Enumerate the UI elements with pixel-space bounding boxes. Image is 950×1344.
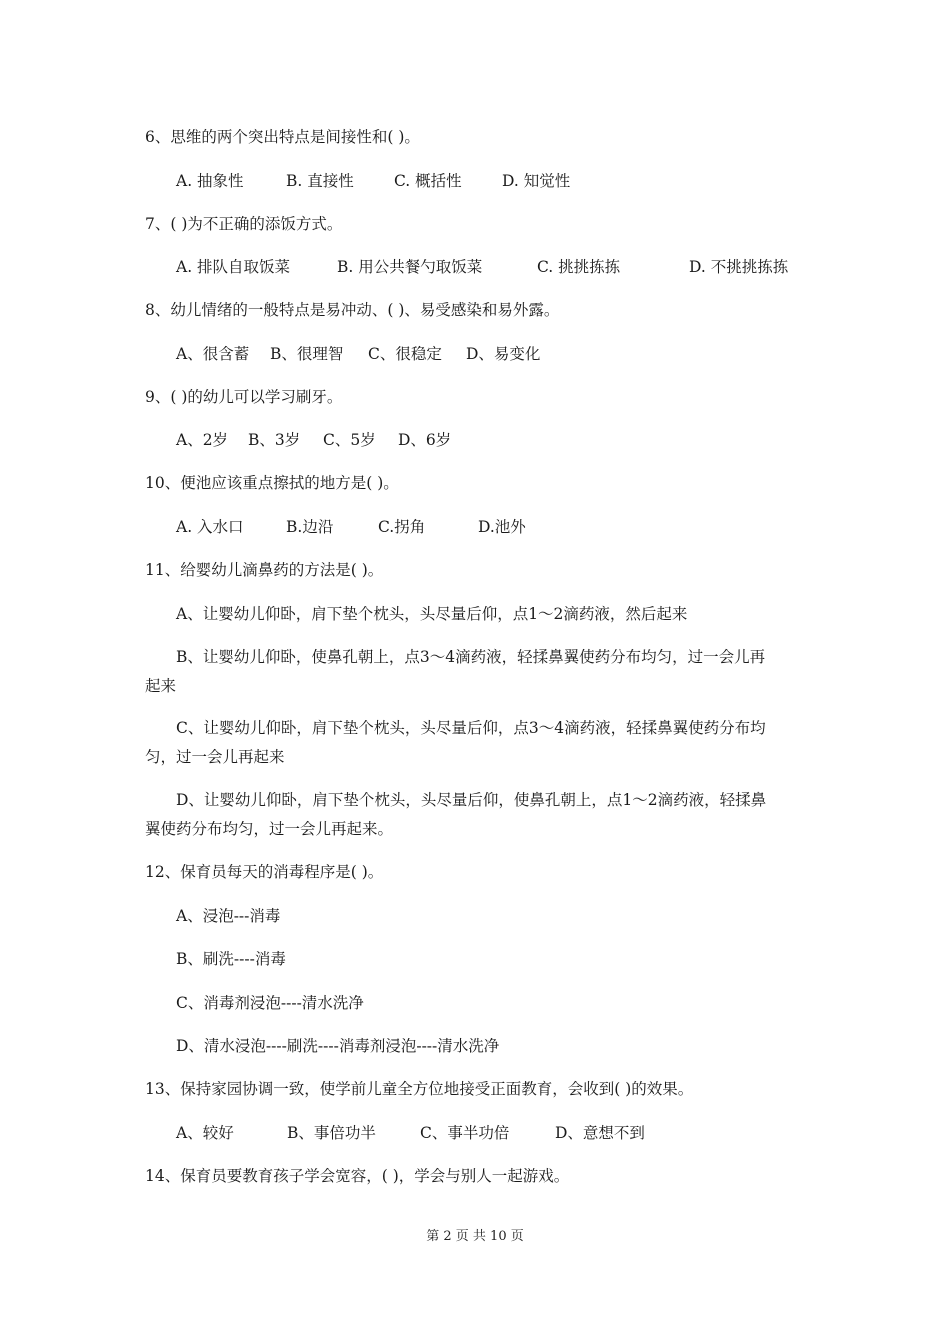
question-7-options <box>176 257 841 277</box>
q9-option-b: B、3岁 <box>248 431 301 449</box>
q12-option-b: B、刷洗----消毒 <box>176 950 286 968</box>
q8-option-b: B、很理智 <box>270 345 344 363</box>
question-9-stem: 9、( )的幼儿可以学习刷牙。 <box>145 388 343 406</box>
q6-option-b: B. 直接性 <box>286 172 354 190</box>
q11-option-c-line2: 匀，过一会儿再起来 <box>145 748 285 766</box>
question-14-stem: 14、保育员要教育孩子学会宽容，( )，学会与别人一起游戏。 <box>145 1167 570 1185</box>
question-6-options <box>176 171 841 191</box>
q6-option-c: C. 概括性 <box>394 172 462 190</box>
question-8-options <box>176 344 841 364</box>
q8-option-d: D、易变化 <box>466 345 541 363</box>
q6-option-d: D. 知觉性 <box>502 172 571 190</box>
q10-option-b: B.边沿 <box>286 518 334 536</box>
q7-option-c: C. 挑挑拣拣 <box>537 258 621 276</box>
question-7-stem: 7、( )为不正确的添饭方式。 <box>145 215 343 233</box>
question-12-stem: 12、保育员每天的消毒程序是( )。 <box>145 863 384 881</box>
q7-option-b: B. 用公共餐勺取饭菜 <box>337 258 483 276</box>
q10-option-c: C.拐角 <box>378 518 426 536</box>
q11-option-a: A、让婴幼儿仰卧，肩下垫个枕头，头尽量后仰，点1～2滴药液，然后起来 <box>176 605 688 623</box>
q7-option-d: D. 不挑挑拣拣 <box>689 258 789 276</box>
q6-option-a: A. 抽象性 <box>176 172 244 190</box>
q13-option-c: C、事半功倍 <box>420 1124 510 1142</box>
page-number-footer: 第 2 页 共 10 页 <box>426 1229 524 1244</box>
q11-option-c-line1: C、让婴幼儿仰卧，肩下垫个枕头，头尽量后仰，点3～4滴药液，轻揉鼻翼使药分布均 <box>176 719 766 737</box>
question-8-stem: 8、幼儿情绪的一般特点是易冲动、( )、易受感染和易外露。 <box>145 301 560 319</box>
q10-option-d: D.池外 <box>478 518 526 536</box>
question-6-stem: 6、思维的两个突出特点是间接性和( )。 <box>145 128 420 146</box>
q11-option-b-line1: B、让婴幼儿仰卧，使鼻孔朝上，点3～4滴药液，轻揉鼻翼使药分布均匀，过一会儿再 <box>176 648 766 666</box>
question-13-options <box>176 1123 841 1143</box>
question-9-options <box>176 430 841 450</box>
q12-option-a: A、浸泡---消毒 <box>176 907 281 925</box>
question-11-stem: 11、给婴幼儿滴鼻药的方法是( )。 <box>145 561 384 579</box>
q7-option-a: A. 排队自取饭菜 <box>176 258 291 276</box>
q9-option-a: A、2岁 <box>176 431 229 449</box>
q8-option-c: C、很稳定 <box>368 345 442 363</box>
question-13-stem: 13、保持家园协调一致，使学前儿童全方位地接受正面教育，会收到( )的效果。 <box>145 1080 694 1098</box>
q11-option-d-line2: 翼使药分布均匀，过一会儿再起来。 <box>145 820 394 838</box>
q8-option-a: A、很含蓄 <box>176 345 250 363</box>
q11-option-b-line2: 起来 <box>145 677 177 695</box>
q12-option-d: D、清水浸泡----刷洗----消毒剂浸泡----清水洗净 <box>176 1037 500 1055</box>
q10-option-a: A. 入水口 <box>176 518 244 536</box>
question-10-options <box>176 517 841 537</box>
q13-option-a: A、较好 <box>176 1124 234 1142</box>
q13-option-d: D、意想不到 <box>555 1124 645 1142</box>
q9-option-d: D、6岁 <box>398 431 452 449</box>
question-10-stem: 10、便池应该重点擦拭的地方是( )。 <box>145 474 399 492</box>
q13-option-b: B、事倍功半 <box>287 1124 376 1142</box>
q9-option-c: C、5岁 <box>323 431 376 449</box>
q11-option-d-line1: D、让婴幼儿仰卧，肩下垫个枕头，头尽量后仰，使鼻孔朝上，点1～2滴药液，轻揉鼻 <box>176 791 767 809</box>
q12-option-c: C、消毒剂浸泡----清水洗净 <box>176 994 364 1012</box>
